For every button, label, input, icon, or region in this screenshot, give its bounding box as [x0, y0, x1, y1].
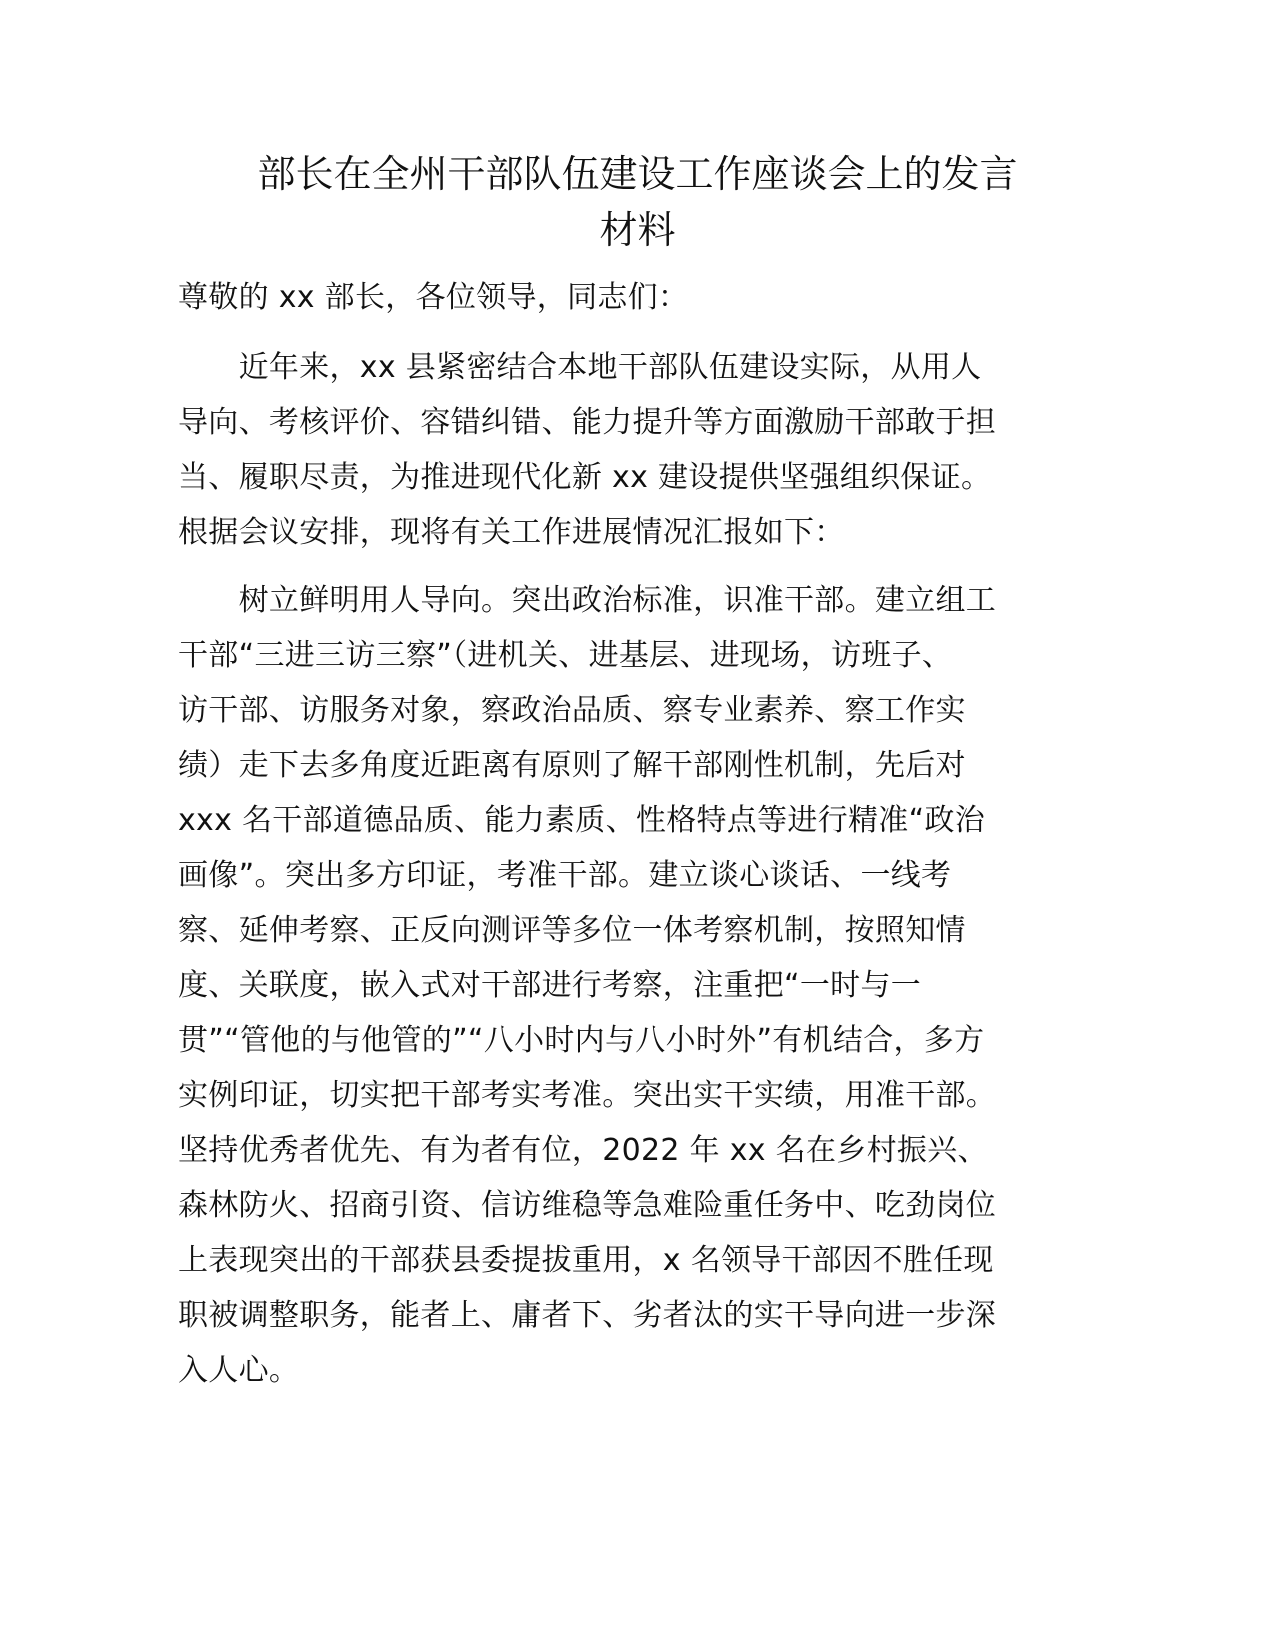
salutation-text: 尊敬的 xx 部长，各位领导，同志们： [178, 280, 689, 315]
paragraph-line: 入人心。 [178, 1353, 300, 1388]
paragraph-line: 根据会议安排，现将有关工作进展情况汇报如下： [178, 515, 845, 550]
paragraph-employment-orientation [178, 573, 1058, 1398]
paragraph-line: 干部“三进三访三察”（进机关、进基层、进现场，访班子、 [178, 638, 953, 673]
paragraph-line: xxx 名干部道德品质、能力素质、性格特点等进行精准“政治 [178, 803, 986, 838]
paragraph-intro [178, 340, 1058, 560]
paragraph-line: 度、关联度，嵌入式对干部进行考察，注重把“一时与一 [178, 968, 922, 1003]
paragraph-line: 访干部、访服务对象，察政治品质、察专业素养、察工作实 [178, 693, 966, 728]
paragraph-line: 画像”。突出多方印证，考准干部。建立谈心谈话、一线考 [178, 858, 952, 893]
paragraph-line: 察、延伸考察、正反向测评等多位一体考察机制，按照知情 [178, 913, 966, 948]
paragraph-line: 绩）走下去多角度近距离有原则了解干部刚性机制，先后对 [178, 748, 966, 783]
paragraph-line: 树立鲜明用人导向。突出政治标准，识准干部。建立组工 [178, 583, 997, 618]
paragraph-line: 森林防火、招商引资、信访维稳等急难险重任务中、吃劲岗位 [178, 1188, 997, 1223]
paragraph-line: 导向、考核评价、容错纠错、能力提升等方面激励干部敢于担 [178, 405, 997, 440]
paragraph-line: 实例印证，切实把干部考实考准。突出实干实绩，用准干部。 [178, 1078, 997, 1113]
paragraph-line: 贯”“管他的与他管的”“八小时内与八小时外”有机结合，多方 [178, 1023, 985, 1058]
document-title [0, 146, 1275, 258]
paragraph-line: 当、履职尽责，为推进现代化新 xx 建设提供坚强组织保证。 [178, 460, 992, 495]
salutation [178, 270, 1058, 325]
paragraph-line: 近年来，xx 县紧密结合本地干部队伍建设实际，从用人 [178, 350, 982, 385]
paragraph-line: 坚持优秀者优先、有为者有位，2022 年 xx 名在乡村振兴、 [178, 1133, 988, 1168]
paragraph-line: 上表现突出的干部获县委提拔重用，x 名领导干部因不胜任现 [178, 1243, 994, 1278]
title-line: 部长在全州干部队伍建设工作座谈会上的发言 [257, 152, 1018, 196]
title-line: 材料 [599, 208, 676, 252]
paragraph-line: 职被调整职务，能者上、庸者下、劣者汰的实干导向进一步深 [178, 1298, 997, 1333]
